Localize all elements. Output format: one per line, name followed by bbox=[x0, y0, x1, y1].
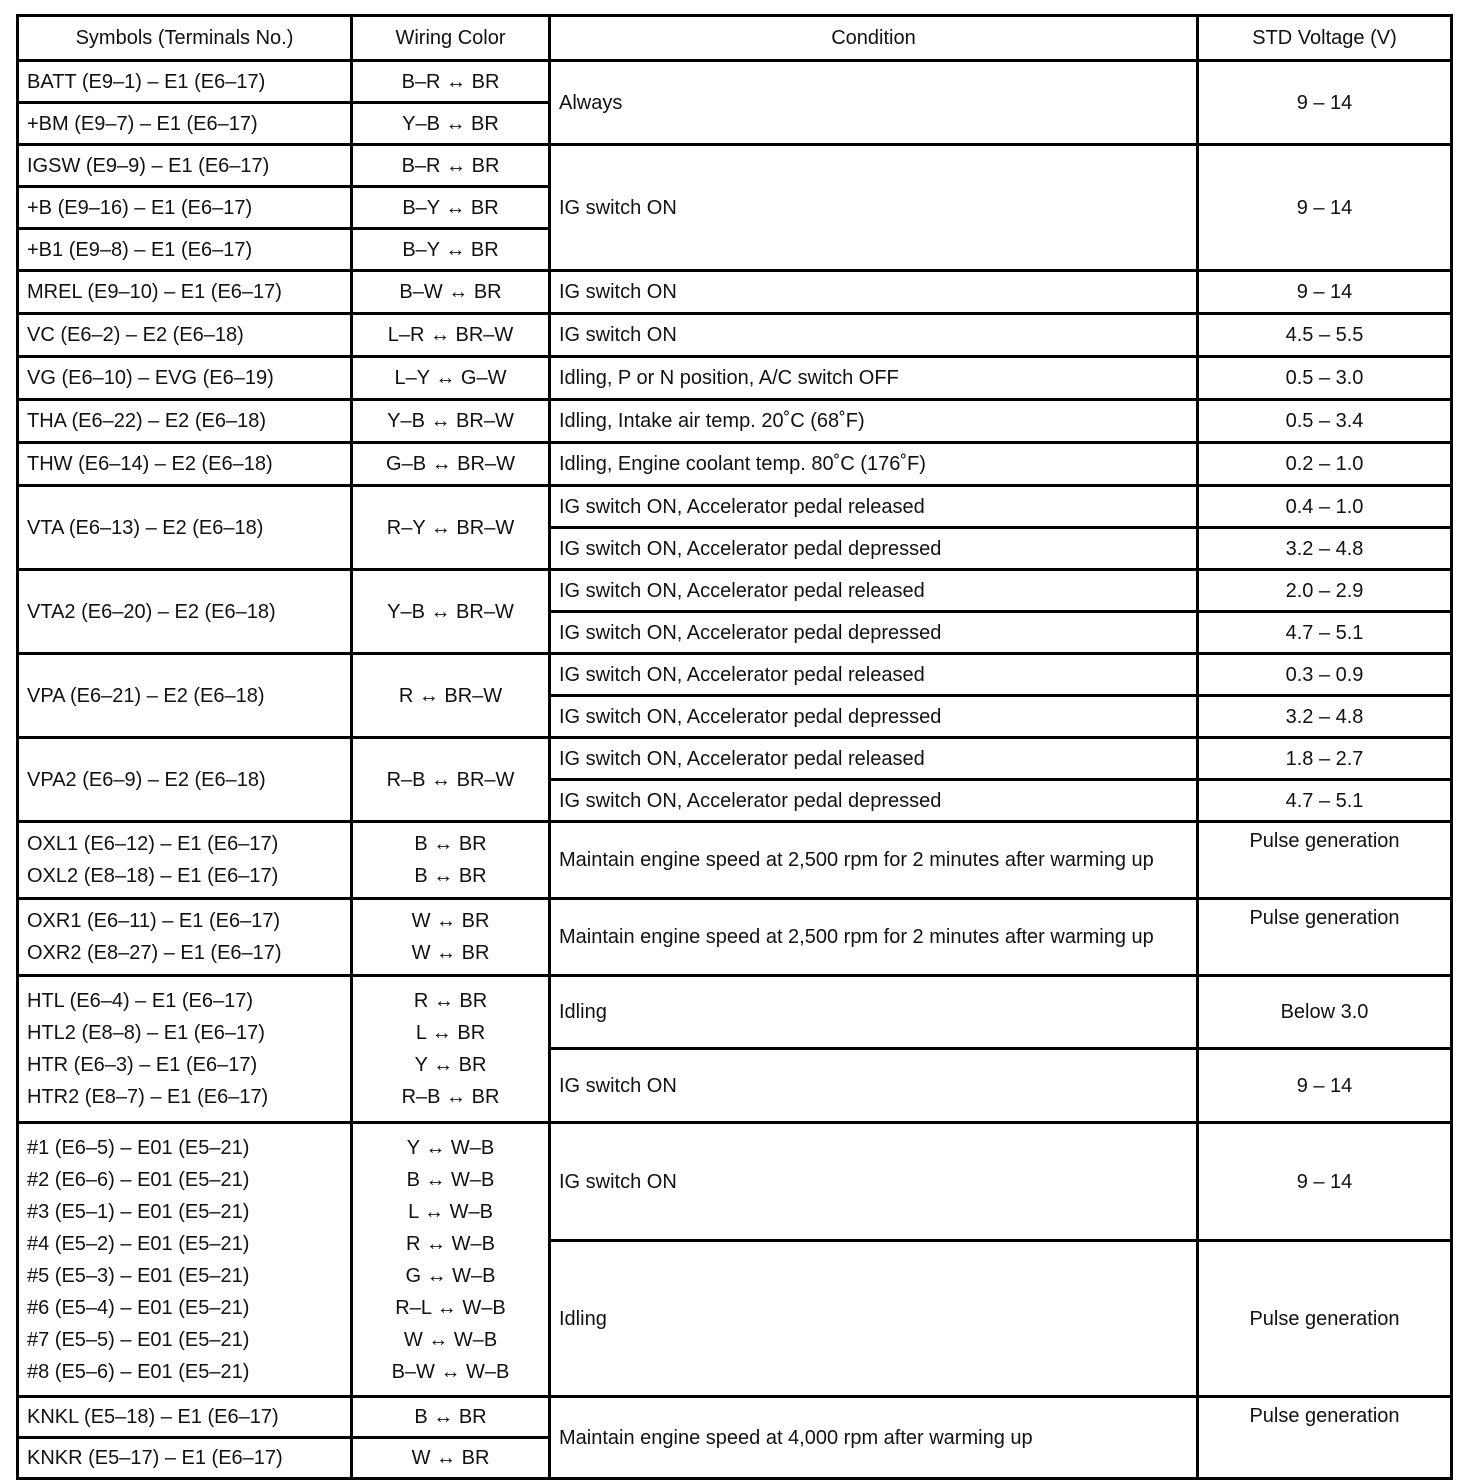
wiring-line: W ↔ BR bbox=[411, 942, 490, 964]
std-voltage-cell: 9 – 14 bbox=[1198, 145, 1452, 271]
table-row bbox=[18, 570, 1452, 612]
symbol-line: #4 (E5–2) – E01 (E5–21) bbox=[27, 1232, 250, 1255]
header-symbols: Symbols (Terminals No.) bbox=[18, 16, 352, 61]
wiring-cell bbox=[352, 899, 550, 976]
wiring-line: Y ↔ BR bbox=[414, 1054, 487, 1076]
wiring-line: R ↔ BR bbox=[413, 990, 488, 1012]
condition-cell: Idling, Engine coolant temp. 80˚C (176˚F) bbox=[550, 443, 1198, 486]
wiring-line: W ↔ W–B bbox=[403, 1328, 498, 1351]
condition-cell: Idling bbox=[550, 976, 1198, 1049]
header-condition: Condition bbox=[550, 16, 1198, 61]
symbol-cell: +B1 (E9–8) – E1 (E6–17) bbox=[18, 229, 352, 271]
table-row bbox=[18, 61, 1452, 103]
wiring-line: L ↔ W–B bbox=[408, 1200, 493, 1223]
condition-cell: Idling bbox=[550, 1241, 1198, 1397]
std-voltage-cell: 0.2 – 1.0 bbox=[1198, 443, 1452, 486]
symbol-cell: +BM (E9–7) – E1 (E6–17) bbox=[18, 103, 352, 145]
symbol-cell: THW (E6–14) – E2 (E6–18) bbox=[18, 443, 352, 486]
condition-cell: Idling, Intake air temp. 20˚C (68˚F) bbox=[550, 400, 1198, 443]
wiring-cell bbox=[352, 1123, 550, 1397]
condition-cell: Always bbox=[550, 61, 1198, 145]
wiring-cell: W ↔ BR bbox=[352, 1438, 550, 1479]
std-voltage-cell: 0.4 – 1.0 bbox=[1198, 486, 1452, 528]
symbol-cell: VPA2 (E6–9) – E2 (E6–18) bbox=[18, 738, 352, 822]
symbol-line: #1 (E6–5) – E01 (E5–21) bbox=[27, 1136, 250, 1159]
table-row bbox=[18, 443, 1452, 486]
wiring-cell: R–Y ↔ BR–W bbox=[352, 486, 550, 570]
wiring-cell: B–Y ↔ BR bbox=[352, 187, 550, 229]
wiring-cell: G–B ↔ BR–W bbox=[352, 443, 550, 486]
symbol-cell bbox=[18, 976, 352, 1123]
symbol-cell: MREL (E9–10) – E1 (E6–17) bbox=[18, 271, 352, 314]
wiring-cell: R–B ↔ BR–W bbox=[352, 738, 550, 822]
symbol-line: HTL2 (E8–8) – E1 (E6–17) bbox=[27, 1022, 265, 1044]
condition-cell: IG switch ON, Accelerator pedal depressed bbox=[550, 780, 1198, 822]
std-voltage-cell: Pulse generation bbox=[1198, 822, 1452, 899]
symbol-line: HTR (E6–3) – E1 (E6–17) bbox=[27, 1054, 258, 1076]
wiring-line: B–W ↔ W–B bbox=[391, 1360, 510, 1383]
symbol-cell: KNKR (E5–17) – E1 (E6–17) bbox=[18, 1438, 352, 1479]
symbol-line: OXL1 (E6–12) – E1 (E6–17) bbox=[27, 833, 279, 855]
table-row bbox=[18, 899, 1452, 976]
wiring-cell: B–R ↔ BR bbox=[352, 61, 550, 103]
condition-cell: IG switch ON bbox=[550, 271, 1198, 314]
wiring-cell: Y–B ↔ BR–W bbox=[352, 400, 550, 443]
condition-cell: IG switch ON, Accelerator pedal released bbox=[550, 570, 1198, 612]
std-voltage-cell: 0.5 – 3.0 bbox=[1198, 357, 1452, 400]
table-row bbox=[18, 357, 1452, 400]
header-std-voltage: STD Voltage (V) bbox=[1198, 16, 1452, 61]
std-voltage-cell: 4.7 – 5.1 bbox=[1198, 780, 1452, 822]
table-row bbox=[18, 976, 1452, 1049]
std-voltage-cell: 9 – 14 bbox=[1198, 1049, 1452, 1123]
condition-cell: IG switch ON bbox=[550, 314, 1198, 357]
std-voltage-cell: 9 – 14 bbox=[1198, 61, 1452, 145]
table-row bbox=[18, 486, 1452, 528]
symbol-cell: THA (E6–22) – E2 (E6–18) bbox=[18, 400, 352, 443]
std-voltage-cell: 0.5 – 3.4 bbox=[1198, 400, 1452, 443]
wiring-line: B ↔ BR bbox=[414, 833, 487, 855]
symbol-cell: BATT (E9–1) – E1 (E6–17) bbox=[18, 61, 352, 103]
condition-cell: Maintain engine speed at 4,000 rpm after warming up bbox=[550, 1397, 1198, 1479]
wiring-cell: L–Y ↔ G–W bbox=[352, 357, 550, 400]
std-voltage-cell: Pulse generation bbox=[1198, 1241, 1452, 1397]
condition-cell: Maintain engine speed at 2,500 rpm for 2 minutes after warming up bbox=[550, 899, 1198, 976]
symbol-cell: KNKL (E5–18) – E1 (E6–17) bbox=[18, 1397, 352, 1438]
condition-cell: IG switch ON bbox=[550, 1123, 1198, 1241]
condition-cell: IG switch ON, Accelerator pedal released bbox=[550, 486, 1198, 528]
condition-cell: IG switch ON, Accelerator pedal depressed bbox=[550, 528, 1198, 570]
symbol-line: #7 (E5–5) – E01 (E5–21) bbox=[27, 1328, 250, 1351]
wiring-line: B ↔ W–B bbox=[406, 1168, 495, 1191]
table-row bbox=[18, 738, 1452, 780]
std-voltage-cell: 0.3 – 0.9 bbox=[1198, 654, 1452, 696]
wiring-cell: B ↔ BR bbox=[352, 1397, 550, 1438]
std-voltage-cell: Pulse generation bbox=[1198, 899, 1452, 976]
symbol-line: #3 (E5–1) – E01 (E5–21) bbox=[27, 1200, 250, 1223]
condition-cell: IG switch ON, Accelerator pedal depressed bbox=[550, 696, 1198, 738]
wiring-cell: Y–B ↔ BR–W bbox=[352, 570, 550, 654]
wiring-line: R–L ↔ W–B bbox=[395, 1296, 506, 1319]
table-row bbox=[18, 1123, 1452, 1241]
symbol-line: #5 (E5–3) – E01 (E5–21) bbox=[27, 1264, 250, 1287]
symbol-line: HTR2 (E8–7) – E1 (E6–17) bbox=[27, 1086, 269, 1108]
symbol-cell: VG (E6–10) – EVG (E6–19) bbox=[18, 357, 352, 400]
symbol-line: OXL2 (E8–18) – E1 (E6–17) bbox=[27, 865, 279, 887]
condition-cell: Idling, P or N position, A/C switch OFF bbox=[550, 357, 1198, 400]
wiring-cell: B–R ↔ BR bbox=[352, 145, 550, 187]
table-row bbox=[18, 145, 1452, 187]
symbol-line: #6 (E5–4) – E01 (E5–21) bbox=[27, 1296, 250, 1319]
wiring-cell: B–Y ↔ BR bbox=[352, 229, 550, 271]
condition-cell: IG switch ON, Accelerator pedal released bbox=[550, 654, 1198, 696]
wiring-line: G ↔ W–B bbox=[405, 1264, 496, 1287]
table-row bbox=[18, 271, 1452, 314]
symbol-cell: +B (E9–16) – E1 (E6–17) bbox=[18, 187, 352, 229]
wiring-cell bbox=[352, 976, 550, 1123]
table-row bbox=[18, 400, 1452, 443]
wiring-line: W ↔ BR bbox=[411, 910, 490, 932]
wiring-line: B ↔ BR bbox=[414, 865, 487, 887]
wiring-cell bbox=[352, 822, 550, 899]
wiring-cell: R ↔ BR–W bbox=[352, 654, 550, 738]
header-row bbox=[18, 16, 1452, 61]
condition-cell: IG switch ON, Accelerator pedal released bbox=[550, 738, 1198, 780]
std-voltage-cell: 2.0 – 2.9 bbox=[1198, 570, 1452, 612]
spec-table-container bbox=[16, 14, 1453, 1480]
table-row bbox=[18, 654, 1452, 696]
symbol-line: OXR2 (E8–27) – E1 (E6–17) bbox=[27, 942, 282, 964]
symbol-cell: VPA (E6–21) – E2 (E6–18) bbox=[18, 654, 352, 738]
condition-cell: IG switch ON bbox=[550, 145, 1198, 271]
symbol-line: OXR1 (E6–11) – E1 (E6–17) bbox=[27, 910, 281, 932]
std-voltage-cell: 1.8 – 2.7 bbox=[1198, 738, 1452, 780]
std-voltage-cell: 3.2 – 4.8 bbox=[1198, 696, 1452, 738]
condition-cell: Maintain engine speed at 2,500 rpm for 2 minutes after warming up bbox=[550, 822, 1198, 899]
std-voltage-cell: Pulse generation bbox=[1198, 1397, 1452, 1479]
symbol-line: HTL (E6–4) – E1 (E6–17) bbox=[27, 990, 254, 1012]
std-voltage-cell: 3.2 – 4.8 bbox=[1198, 528, 1452, 570]
symbol-cell: VTA2 (E6–20) – E2 (E6–18) bbox=[18, 570, 352, 654]
wiring-line: R ↔ W–B bbox=[406, 1232, 495, 1255]
symbol-line: #8 (E5–6) – E01 (E5–21) bbox=[27, 1360, 250, 1383]
table-row bbox=[18, 1397, 1452, 1438]
condition-cell: IG switch ON bbox=[550, 1049, 1198, 1123]
wiring-line: L ↔ BR bbox=[415, 1022, 486, 1044]
symbol-cell: VTA (E6–13) – E2 (E6–18) bbox=[18, 486, 352, 570]
wiring-line: R–B ↔ BR bbox=[401, 1086, 500, 1108]
header-wiring-color: Wiring Color bbox=[352, 16, 550, 61]
wiring-cell: B–W ↔ BR bbox=[352, 271, 550, 314]
wiring-line: Y ↔ W–B bbox=[406, 1136, 495, 1159]
table-row bbox=[18, 822, 1452, 899]
symbol-cell: IGSW (E9–9) – E1 (E6–17) bbox=[18, 145, 352, 187]
std-voltage-cell: Below 3.0 bbox=[1198, 976, 1452, 1049]
std-voltage-cell: 4.5 – 5.5 bbox=[1198, 314, 1452, 357]
wiring-cell: Y–B ↔ BR bbox=[352, 103, 550, 145]
symbol-cell bbox=[18, 1123, 352, 1397]
symbol-cell bbox=[18, 822, 352, 899]
wiring-cell: L–R ↔ BR–W bbox=[352, 314, 550, 357]
table-row bbox=[18, 314, 1452, 357]
std-voltage-cell: 9 – 14 bbox=[1198, 271, 1452, 314]
std-voltage-cell: 4.7 – 5.1 bbox=[1198, 612, 1452, 654]
condition-cell: IG switch ON, Accelerator pedal depressed bbox=[550, 612, 1198, 654]
symbol-cell bbox=[18, 899, 352, 976]
terminal-voltage-table bbox=[16, 14, 1453, 1480]
symbol-line: #2 (E6–6) – E01 (E5–21) bbox=[27, 1168, 250, 1191]
symbol-cell: VC (E6–2) – E2 (E6–18) bbox=[18, 314, 352, 357]
std-voltage-cell: 9 – 14 bbox=[1198, 1123, 1452, 1241]
